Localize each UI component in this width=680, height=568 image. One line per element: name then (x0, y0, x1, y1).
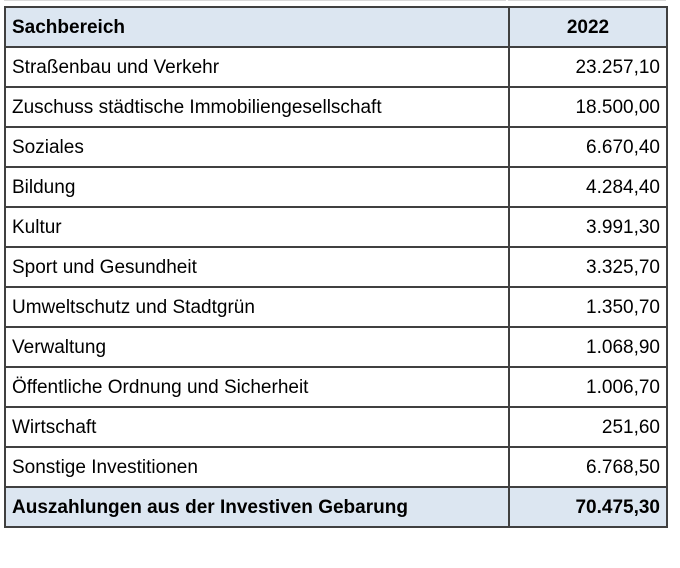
row-value: 6.768,50 (509, 447, 667, 487)
row-label: Sport und Gesundheit (5, 247, 509, 287)
top-divider-right (508, 0, 666, 1)
table-row (5, 167, 667, 207)
row-label: Straßenbau und Verkehr (5, 47, 509, 87)
row-value: 18.500,00 (509, 87, 667, 127)
table-row (5, 207, 667, 247)
row-value: 3.325,70 (509, 247, 667, 287)
table-header-row (5, 7, 667, 47)
table-row (5, 87, 667, 127)
row-label: Sonstige Investitionen (5, 447, 509, 487)
total-value: 70.475,30 (509, 487, 667, 527)
table-row (5, 127, 667, 167)
row-value: 1.350,70 (509, 287, 667, 327)
row-value: 1.068,90 (509, 327, 667, 367)
row-label: Verwaltung (5, 327, 509, 367)
row-value: 23.257,10 (509, 47, 667, 87)
table-row (5, 407, 667, 447)
budget-table-container (4, 6, 666, 528)
row-label: Zuschuss städtische Immobiliengesellschaft (5, 87, 509, 127)
row-value: 4.284,40 (509, 167, 667, 207)
budget-table (4, 6, 668, 528)
table-row (5, 327, 667, 367)
table-row (5, 287, 667, 327)
row-label: Kultur (5, 207, 509, 247)
row-label: Öffentliche Ordnung und Sicherheit (5, 367, 509, 407)
row-label: Bildung (5, 167, 509, 207)
row-value: 1.006,70 (509, 367, 667, 407)
row-label: Umweltschutz und Stadtgrün (5, 287, 509, 327)
total-label: Auszahlungen aus der Investiven Gebarung (5, 487, 509, 527)
row-value: 3.991,30 (509, 207, 667, 247)
table-row (5, 447, 667, 487)
row-value: 251,60 (509, 407, 667, 447)
total-row (5, 487, 667, 527)
top-divider (4, 0, 506, 1)
row-label: Wirtschaft (5, 407, 509, 447)
table-row (5, 247, 667, 287)
table-row (5, 367, 667, 407)
row-value: 6.670,40 (509, 127, 667, 167)
row-label: Soziales (5, 127, 509, 167)
column-header-year: 2022 (509, 7, 667, 47)
table-row (5, 47, 667, 87)
column-header-category: Sachbereich (5, 7, 509, 47)
